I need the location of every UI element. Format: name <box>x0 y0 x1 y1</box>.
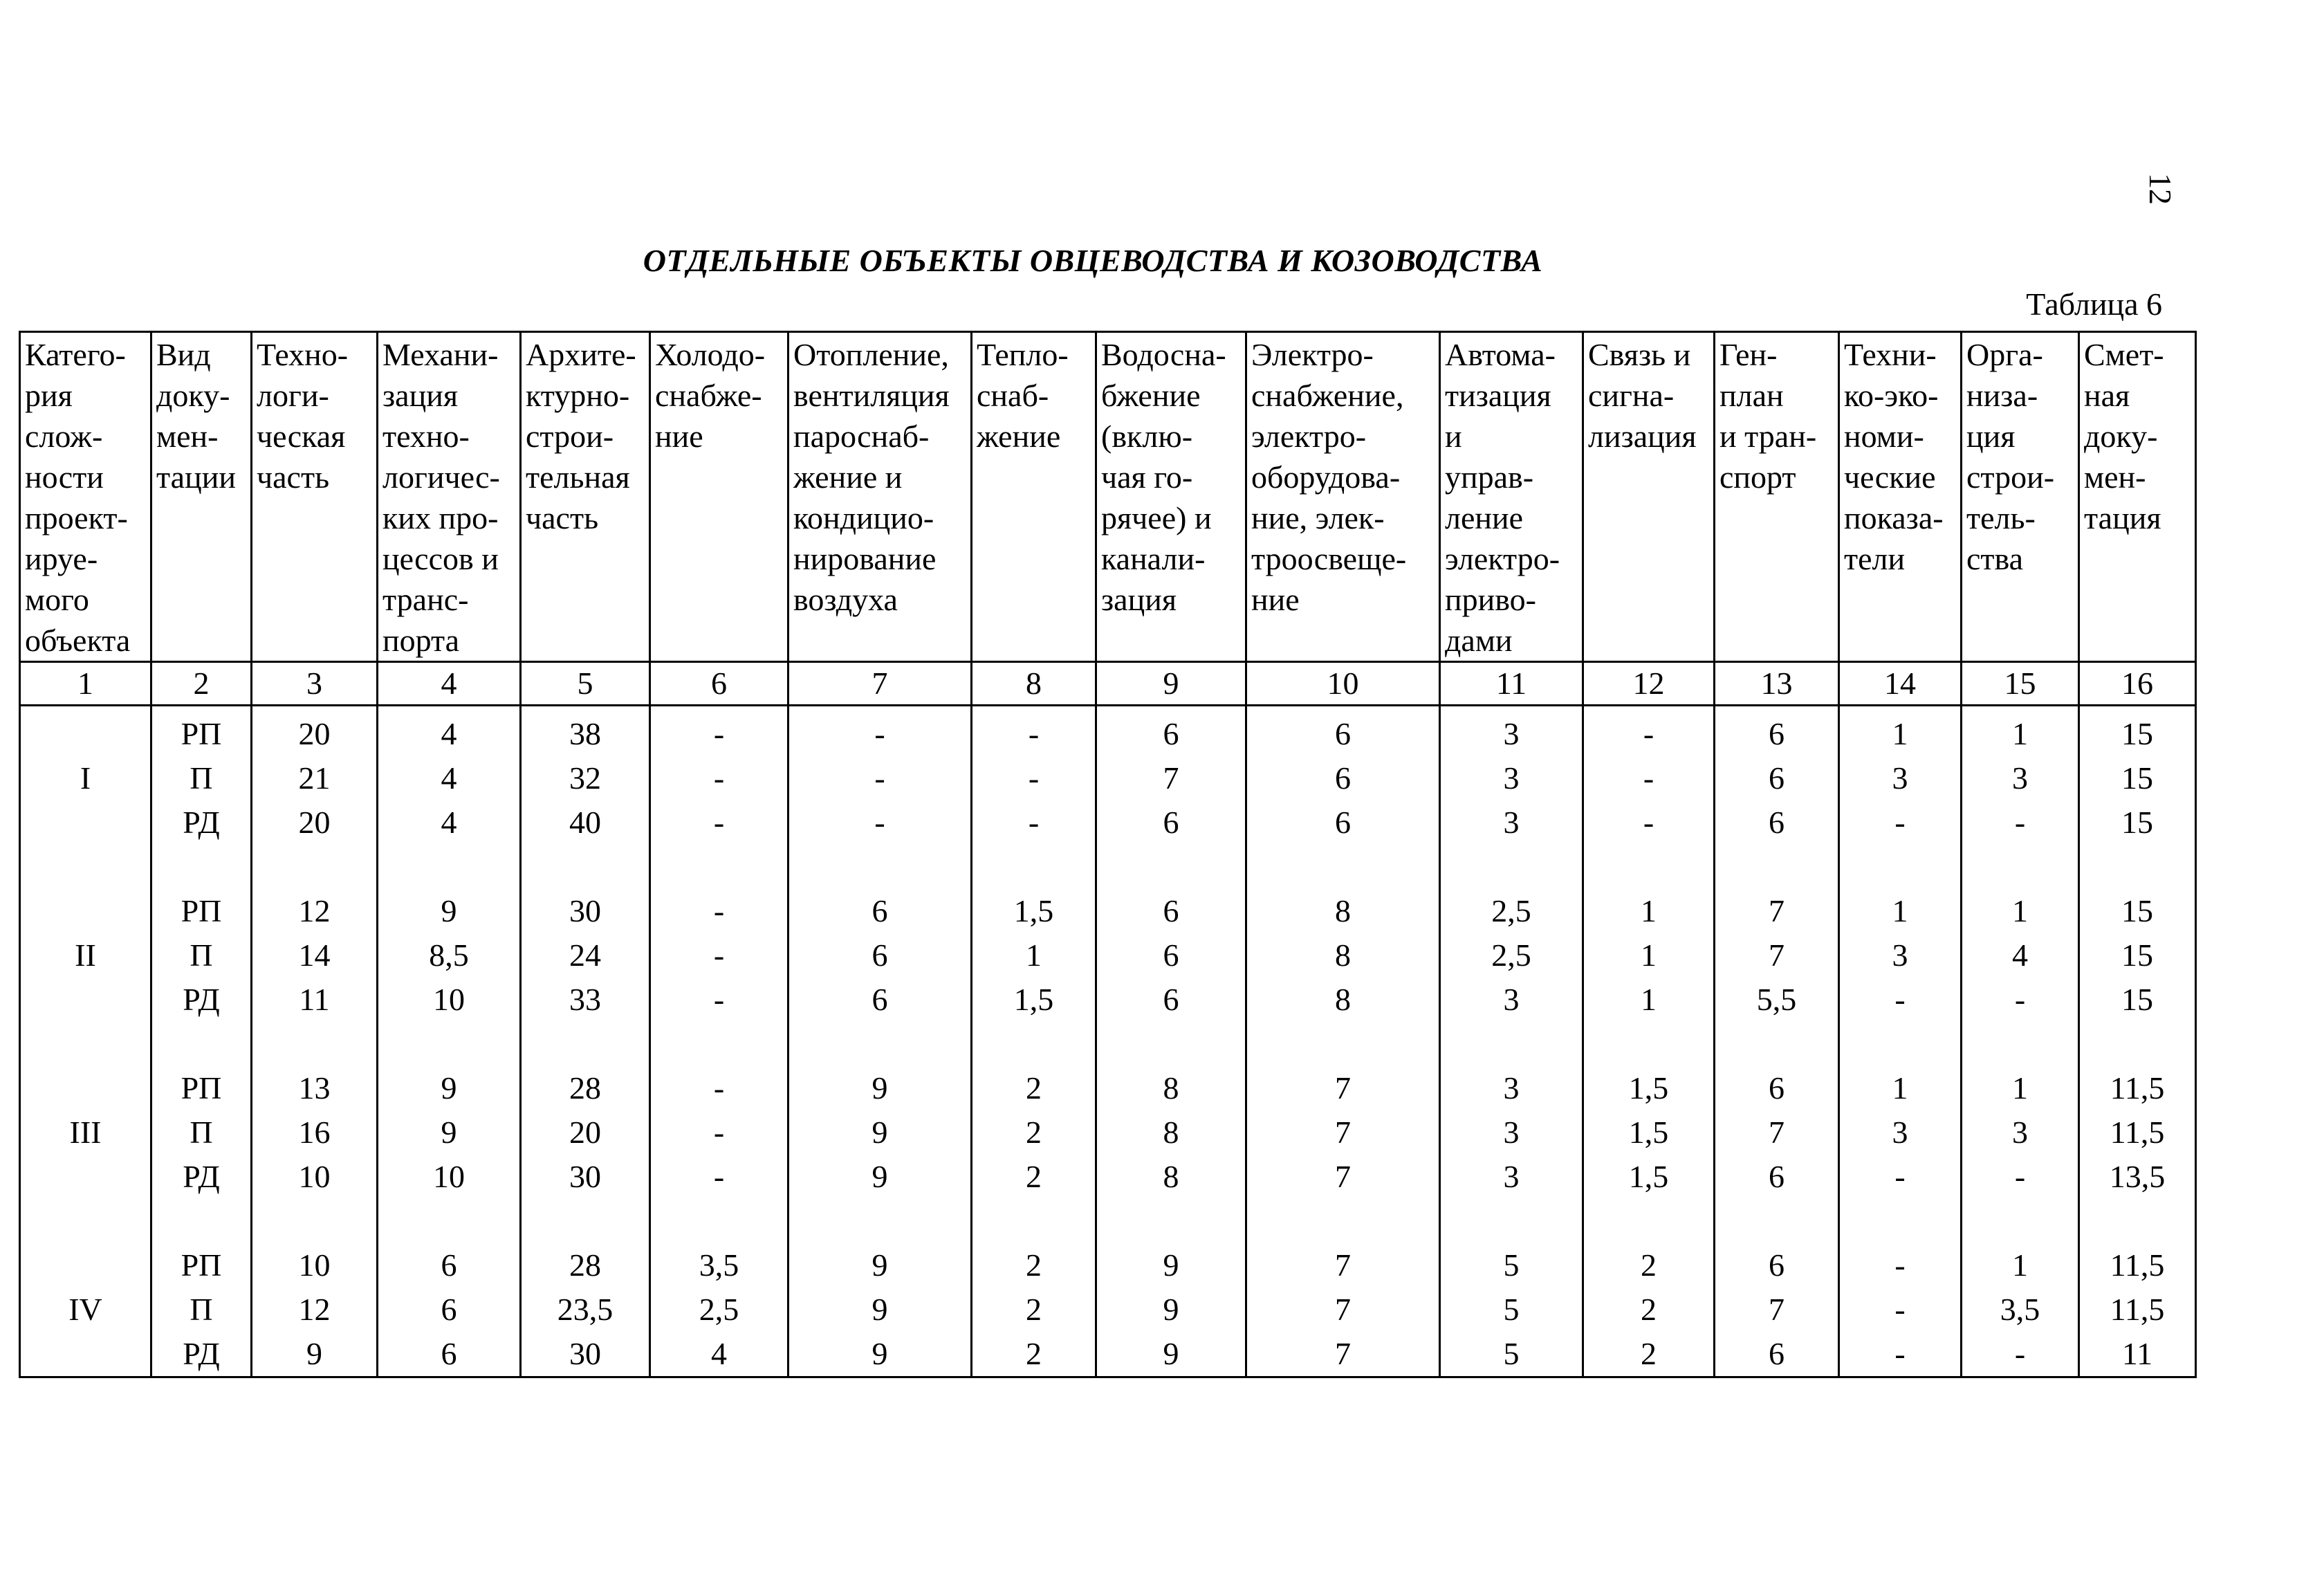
table-cell-value: 4 <box>441 716 457 751</box>
table-cell-value: 3 <box>1503 805 1520 840</box>
table-cell-value: РП <box>181 893 222 928</box>
table-cell-value: - <box>1028 805 1040 840</box>
data-column <box>521 706 650 1377</box>
data-column <box>1096 706 1246 1377</box>
table-cell-value: - <box>1894 1247 1906 1283</box>
table-cell-value <box>252 1022 376 1066</box>
table-cell-value: 8 <box>1335 893 1351 928</box>
table-cell-value: - <box>874 760 885 796</box>
table-cell-value: 30 <box>569 893 601 928</box>
table-cell-value: 1 <box>2012 893 2028 928</box>
table-cell-value: 15 <box>2121 893 2153 928</box>
table-cell-value: 3 <box>1503 982 1520 1017</box>
table-cell-value <box>651 1022 787 1066</box>
table-cell-value <box>522 1022 649 1066</box>
table-cell-value: 7 <box>1335 1247 1351 1283</box>
table-cell-value: 7 <box>1769 937 1784 973</box>
table-cell-value <box>378 1022 519 1066</box>
data-column <box>1839 706 1962 1377</box>
table-cell-value: 1 <box>1641 982 1657 1017</box>
table-cell-value: - <box>1894 805 1906 840</box>
header-cell: Связь и сигна- лизация <box>1583 332 1715 662</box>
table-cell-value: РП <box>181 1247 222 1283</box>
table-cell-value: - <box>1643 716 1654 751</box>
table-cell-value <box>152 1199 250 1243</box>
table-cell-value: 7 <box>1163 760 1179 796</box>
table-cell-value: 2,5 <box>1491 893 1531 928</box>
table-cell-value <box>1715 1199 1838 1243</box>
table-cell-value: 6 <box>1163 893 1179 928</box>
data-column <box>1440 706 1583 1377</box>
table-cell-value: - <box>874 805 885 840</box>
header-cell: Архите- ктурно- строи- тельная часть <box>521 332 650 662</box>
table-cell-value: 7 <box>1335 1070 1351 1106</box>
table-cell-value: 28 <box>569 1247 601 1283</box>
table-cell-value <box>1962 1022 2078 1066</box>
table-cell-value: 1 <box>1892 716 1908 751</box>
table-cell-value: 8 <box>1335 937 1351 973</box>
table-cell-value: 6 <box>872 982 888 1017</box>
table-cell-value <box>651 845 787 889</box>
table-cell-value: 6 <box>441 1247 457 1283</box>
table-cell-value: - <box>713 893 725 928</box>
table-cell-value: 6 <box>872 893 888 928</box>
table-cell-value: П <box>190 1292 213 1327</box>
header-cell: Смет- ная доку- мен- тация <box>2079 332 2196 662</box>
table-cell-value <box>152 845 250 889</box>
data-column <box>788 706 972 1377</box>
column-number: 16 <box>2079 662 2196 706</box>
category-label: II <box>75 937 96 973</box>
table-cell-value: 3 <box>2012 1115 2028 1150</box>
table-title: ОТДЕЛЬНЫЕ ОБЪЕКТЫ ОВЦЕВОДСТВА И КОЗОВОДСТВА <box>643 243 1543 278</box>
table-cell-value: 2 <box>1026 1115 1042 1150</box>
table-cell-value: П <box>190 1115 213 1150</box>
column-number: 4 <box>378 662 521 706</box>
data-column <box>1962 706 2079 1377</box>
table-cell-value <box>1441 845 1582 889</box>
table-cell-value: 6 <box>1769 1070 1784 1106</box>
table-cell-value: 1 <box>2012 716 2028 751</box>
table-cell-value <box>1584 845 1713 889</box>
table-cell-value: 13 <box>298 1070 331 1106</box>
column-number: 9 <box>1096 662 1246 706</box>
table-cell-value: 32 <box>569 760 601 796</box>
table-cell-value: 6 <box>872 937 888 973</box>
header-cell: Вид доку- мен- тации <box>151 332 252 662</box>
column-number: 12 <box>1583 662 1715 706</box>
table-cell-value: 6 <box>1335 760 1351 796</box>
table-cell-value <box>1247 845 1439 889</box>
table-cell-value: 33 <box>569 982 601 1017</box>
header-cell: Водосна- бжение (вклю- чая го- рячее) и канали- зация <box>1096 332 1246 662</box>
table-cell-value: 8 <box>1163 1159 1179 1194</box>
table-cell-value: - <box>2014 805 2026 840</box>
column-number: 6 <box>650 662 788 706</box>
table-cell-value <box>789 845 970 889</box>
table-cell-value: 1 <box>1026 937 1042 973</box>
table-cell-value: 9 <box>1163 1247 1179 1283</box>
table-cell-value: 5,5 <box>1756 982 1797 1017</box>
header-cell: Катего- рия слож- ности проект- ируе- мого объекта <box>20 332 151 662</box>
table-cell-value: 5 <box>1503 1292 1520 1327</box>
table-cell-value: 3 <box>1503 1115 1520 1150</box>
data-column <box>378 706 521 1377</box>
table-cell-value <box>1097 845 1245 889</box>
table-cell-value: - <box>1894 1336 1906 1371</box>
header-cell: Механи- зация техно- логичес- ких про- цессов и транс- порта <box>378 332 521 662</box>
table-cell-value <box>522 1199 649 1243</box>
column-number: 11 <box>1440 662 1583 706</box>
column-number: 2 <box>151 662 252 706</box>
table-cell-value <box>972 845 1095 889</box>
table-cell-value: 3,5 <box>699 1247 739 1283</box>
table-cell-value: 1 <box>2012 1070 2028 1106</box>
table-cell-value: 7 <box>1335 1159 1351 1194</box>
column-number: 8 <box>972 662 1096 706</box>
table-cell-value: 8 <box>1163 1070 1179 1106</box>
table-cell-value: 9 <box>441 1070 457 1106</box>
table-cell-value: 5 <box>1503 1336 1520 1371</box>
table-cell-value: 9 <box>441 1115 457 1150</box>
table-cell-value: 9 <box>1163 1292 1179 1327</box>
table-cell-value: - <box>713 1159 725 1194</box>
table-cell-value: 7 <box>1335 1292 1351 1327</box>
table-cell-value: 6 <box>1335 716 1351 751</box>
table-cell-value: - <box>713 982 725 1017</box>
table-cell-value <box>1962 1199 2078 1243</box>
table-cell-value: 1 <box>1641 893 1657 928</box>
table-cell-value: 11 <box>299 982 330 1017</box>
column-number: 1 <box>20 662 151 706</box>
data-column <box>252 706 378 1377</box>
table-cell-value: 2,5 <box>1491 937 1531 973</box>
table-cell-value: 40 <box>569 805 601 840</box>
data-column <box>972 706 1096 1377</box>
data-column <box>1246 706 1440 1377</box>
table-cell-value: 2 <box>1026 1336 1042 1371</box>
table-cell-value: 7 <box>1769 893 1784 928</box>
table-cell-value <box>1584 1022 1713 1066</box>
requirements-table <box>19 331 2197 1378</box>
table-cell-value: 11,5 <box>2110 1247 2165 1283</box>
table-cell-value: 3,5 <box>2000 1292 2040 1327</box>
table-cell-value <box>789 1199 970 1243</box>
table-cell-value: - <box>2014 1159 2026 1194</box>
table-cell-value <box>2080 1199 2195 1243</box>
table-cell-value: П <box>190 937 213 973</box>
table-cell-value: 6 <box>1163 805 1179 840</box>
table-cell-value: 10 <box>433 1159 465 1194</box>
table-cell-value <box>152 1022 250 1066</box>
table-cell-value: 6 <box>1163 716 1179 751</box>
header-cell: Холодо- снабже- ние <box>650 332 788 662</box>
table-cell-value: РП <box>181 716 222 751</box>
column-number: 15 <box>1962 662 2079 706</box>
table-cell-value: - <box>713 805 725 840</box>
table-cell-value <box>1962 845 2078 889</box>
table-cell-value <box>1247 1199 1439 1243</box>
header-cell: Техни- ко-эко- номи- ческие показа- тели <box>1839 332 1962 662</box>
table-cell-value: 4 <box>441 805 457 840</box>
table-cell-value: 9 <box>872 1159 888 1194</box>
table-cell-value: 2 <box>1641 1247 1657 1283</box>
table-cell-value: 28 <box>569 1070 601 1106</box>
header-cell: Техно- логи- ческая часть <box>252 332 378 662</box>
table-cell-value: 24 <box>569 937 601 973</box>
category-label: IV <box>68 1292 102 1327</box>
table-cell-value <box>1715 1022 1838 1066</box>
table-cell-value: РП <box>181 1070 222 1106</box>
table-cell-value: РД <box>183 1159 220 1194</box>
table-cell-value <box>378 1199 519 1243</box>
table-cell-value: 12 <box>298 1292 331 1327</box>
table-cell-value: 30 <box>569 1159 601 1194</box>
table-cell-value: 11,5 <box>2110 1292 2165 1327</box>
table-cell-value: 15 <box>2121 982 2153 1017</box>
table-cell-value: П <box>190 760 213 796</box>
table-label: Таблица 6 <box>2026 286 2162 322</box>
header-cell: Тепло- снаб- жение <box>972 332 1096 662</box>
table-cell-value <box>1584 1199 1713 1243</box>
table-cell-value <box>1247 1022 1439 1066</box>
table-cell-value: 6 <box>1163 937 1179 973</box>
table-cell-value: 13,5 <box>2109 1159 2166 1194</box>
table-cell-value <box>1441 1199 1582 1243</box>
table-cell-value: 7 <box>1769 1292 1784 1327</box>
table-cell-value: 2 <box>1026 1292 1042 1327</box>
table-cell-value: 14 <box>298 937 331 973</box>
table-cell-value: - <box>1028 716 1040 751</box>
table-cell-value: 2 <box>1026 1070 1042 1106</box>
page-number: 12 <box>2143 173 2178 205</box>
table-cell-value: 4 <box>711 1336 727 1371</box>
table-cell-value: 6 <box>1769 1159 1784 1194</box>
table-cell-value: 8 <box>1335 982 1351 1017</box>
table-cell-value: 3 <box>1503 716 1520 751</box>
table-cell-value: 9 <box>1163 1336 1179 1371</box>
table-cell-value: 6 <box>1769 716 1784 751</box>
column-number: 7 <box>788 662 972 706</box>
table-cell-value: 11 <box>2121 1336 2153 1371</box>
table-cell-value: 1 <box>1892 1070 1908 1106</box>
table-cell-value: 15 <box>2121 805 2153 840</box>
table-cell-value: 3 <box>1503 1070 1520 1106</box>
table-cell-value: 20 <box>298 716 331 751</box>
table-cell-value: 7 <box>1335 1115 1351 1150</box>
table-cell-value: 9 <box>441 893 457 928</box>
table-cell-value: 1,5 <box>1013 893 1054 928</box>
data-column <box>1583 706 1715 1377</box>
table-cell-value: 6 <box>1769 1336 1784 1371</box>
table-cell-value <box>972 1022 1095 1066</box>
table-cell-value: 30 <box>569 1336 601 1371</box>
table-cell-value: 9 <box>306 1336 322 1371</box>
table-cell-value: 6 <box>1769 805 1784 840</box>
table-cell-value: 2 <box>1641 1292 1657 1327</box>
table-cell-value: 15 <box>2121 716 2153 751</box>
table-cell-value: 15 <box>2121 760 2153 796</box>
category-label: I <box>80 760 91 796</box>
header-cell: Автома- тизация и управ- ление электро- приво- дами <box>1440 332 1583 662</box>
table-cell-value <box>1840 1022 1960 1066</box>
data-column <box>151 706 252 1377</box>
table-cell-value: РД <box>183 1336 220 1371</box>
table-cell-value <box>1840 845 1960 889</box>
table-body-row <box>20 706 2196 1377</box>
column-number: 13 <box>1715 662 1839 706</box>
table-cell-value: 8 <box>1163 1115 1179 1150</box>
table-cell-value: 3 <box>1892 937 1908 973</box>
header-cell: Орга- низа- ция строи- тель- ства <box>1962 332 2079 662</box>
table-cell-value: 6 <box>1769 760 1784 796</box>
table-cell-value: 2 <box>1026 1247 1042 1283</box>
table-cell-value: - <box>1643 805 1654 840</box>
table-cell-value: 7 <box>1335 1336 1351 1371</box>
table-cell-value <box>789 1022 970 1066</box>
header-row <box>20 332 2196 662</box>
table-cell-value: 2 <box>1641 1336 1657 1371</box>
table-cell-value: 3 <box>1892 760 1908 796</box>
table-cell-value: - <box>713 937 725 973</box>
table-cell-value: - <box>2014 1336 2026 1371</box>
table-cell-value: 2 <box>1026 1159 1042 1194</box>
table-cell-value: - <box>713 716 725 751</box>
table-cell-value <box>651 1199 787 1243</box>
table-cell-value: 4 <box>441 760 457 796</box>
table-cell-value: 9 <box>872 1336 888 1371</box>
table-cell-value <box>252 1199 376 1243</box>
table-cell-value: 21 <box>298 760 331 796</box>
table-cell-value: 5 <box>1503 1247 1520 1283</box>
table-cell-value: 9 <box>872 1070 888 1106</box>
category-column <box>20 706 151 1377</box>
table-cell-value: 15 <box>2121 937 2153 973</box>
table-cell-value: 9 <box>872 1247 888 1283</box>
table-cell-value: 7 <box>1769 1115 1784 1150</box>
table-cell-value: 1 <box>2012 1247 2028 1283</box>
table-cell-value: 20 <box>569 1115 601 1150</box>
table-cell-value <box>522 845 649 889</box>
table-cell-value <box>1715 845 1838 889</box>
table-cell-value <box>378 845 519 889</box>
table-cell-value: - <box>1894 1292 1906 1327</box>
table-cell-value: 10 <box>298 1247 331 1283</box>
column-number: 3 <box>252 662 378 706</box>
table-cell-value: 20 <box>298 805 331 840</box>
table-cell-value: 6 <box>1335 805 1351 840</box>
table-cell-value: 3 <box>1892 1115 1908 1150</box>
table-cell-value: - <box>713 760 725 796</box>
table-cell-value: 6 <box>1769 1247 1784 1283</box>
table-cell-value: 9 <box>872 1292 888 1327</box>
header-cell: Отопление, вентиляция пароснаб- жение и кондицио- нирование воздуха <box>788 332 972 662</box>
table-cell-value: 9 <box>872 1115 888 1150</box>
table-cell-value: 1,5 <box>1013 982 1054 1017</box>
table-cell-value: 1,5 <box>1628 1070 1669 1106</box>
table-cell-value: - <box>1894 982 1906 1017</box>
table-cell-value: - <box>713 1070 725 1106</box>
table-cell-value: 16 <box>298 1115 331 1150</box>
table-cell-value: - <box>713 1115 725 1150</box>
table-cell-value: 12 <box>298 893 331 928</box>
column-number: 10 <box>1246 662 1440 706</box>
category-label: III <box>69 1115 102 1150</box>
table-cell-value <box>1097 1022 1245 1066</box>
table-cell-value: 38 <box>569 716 601 751</box>
table-cell-value <box>2080 845 2195 889</box>
table-cell-value: 6 <box>441 1336 457 1371</box>
table-cell-value: 2,5 <box>699 1292 739 1327</box>
data-column <box>2079 706 2196 1377</box>
table-cell-value: - <box>1643 760 1654 796</box>
table-cell-value: 11,5 <box>2110 1115 2165 1150</box>
header-cell: Электро- снабжение, электро- оборудова- ние, элек- троосвеще- ние <box>1246 332 1440 662</box>
table-cell-value <box>1097 1199 1245 1243</box>
data-column <box>650 706 788 1377</box>
table-cell-value: 3 <box>2012 760 2028 796</box>
table-cell-value: 10 <box>298 1159 331 1194</box>
table-cell-value: 10 <box>433 982 465 1017</box>
table-cell-value: 23,5 <box>557 1292 614 1327</box>
table-cell-value: 3 <box>1503 1159 1520 1194</box>
table-cell-value: РД <box>183 982 220 1017</box>
table-cell-value: 8,5 <box>429 937 469 973</box>
table-cell-value <box>1840 1199 1960 1243</box>
table-cell-value: 1,5 <box>1628 1159 1669 1194</box>
table-cell-value: - <box>874 716 885 751</box>
table-cell-value: РД <box>183 805 220 840</box>
table-cell-value: 1,5 <box>1628 1115 1669 1150</box>
table-cell-value: 11,5 <box>2110 1070 2165 1106</box>
header-cell: Ген- план и тран- спорт <box>1715 332 1839 662</box>
table-cell-value: 3 <box>1503 760 1520 796</box>
table-cell-value <box>1441 1022 1582 1066</box>
table-cell-value <box>252 845 376 889</box>
table-cell-value <box>972 1199 1095 1243</box>
table-cell-value: 1 <box>1641 937 1657 973</box>
table-cell-value: 4 <box>2012 937 2028 973</box>
table-cell-value: 6 <box>1163 982 1179 1017</box>
column-number: 14 <box>1839 662 1962 706</box>
column-number-row <box>20 662 2196 706</box>
table-cell-value: 1 <box>1892 893 1908 928</box>
table-cell-value: - <box>1894 1159 1906 1194</box>
table-cell-value <box>2080 1022 2195 1066</box>
table-cell-value: 6 <box>441 1292 457 1327</box>
table-cell-value: - <box>1028 760 1040 796</box>
column-number: 5 <box>521 662 650 706</box>
table-cell-value: - <box>2014 982 2026 1017</box>
data-column <box>1715 706 1839 1377</box>
